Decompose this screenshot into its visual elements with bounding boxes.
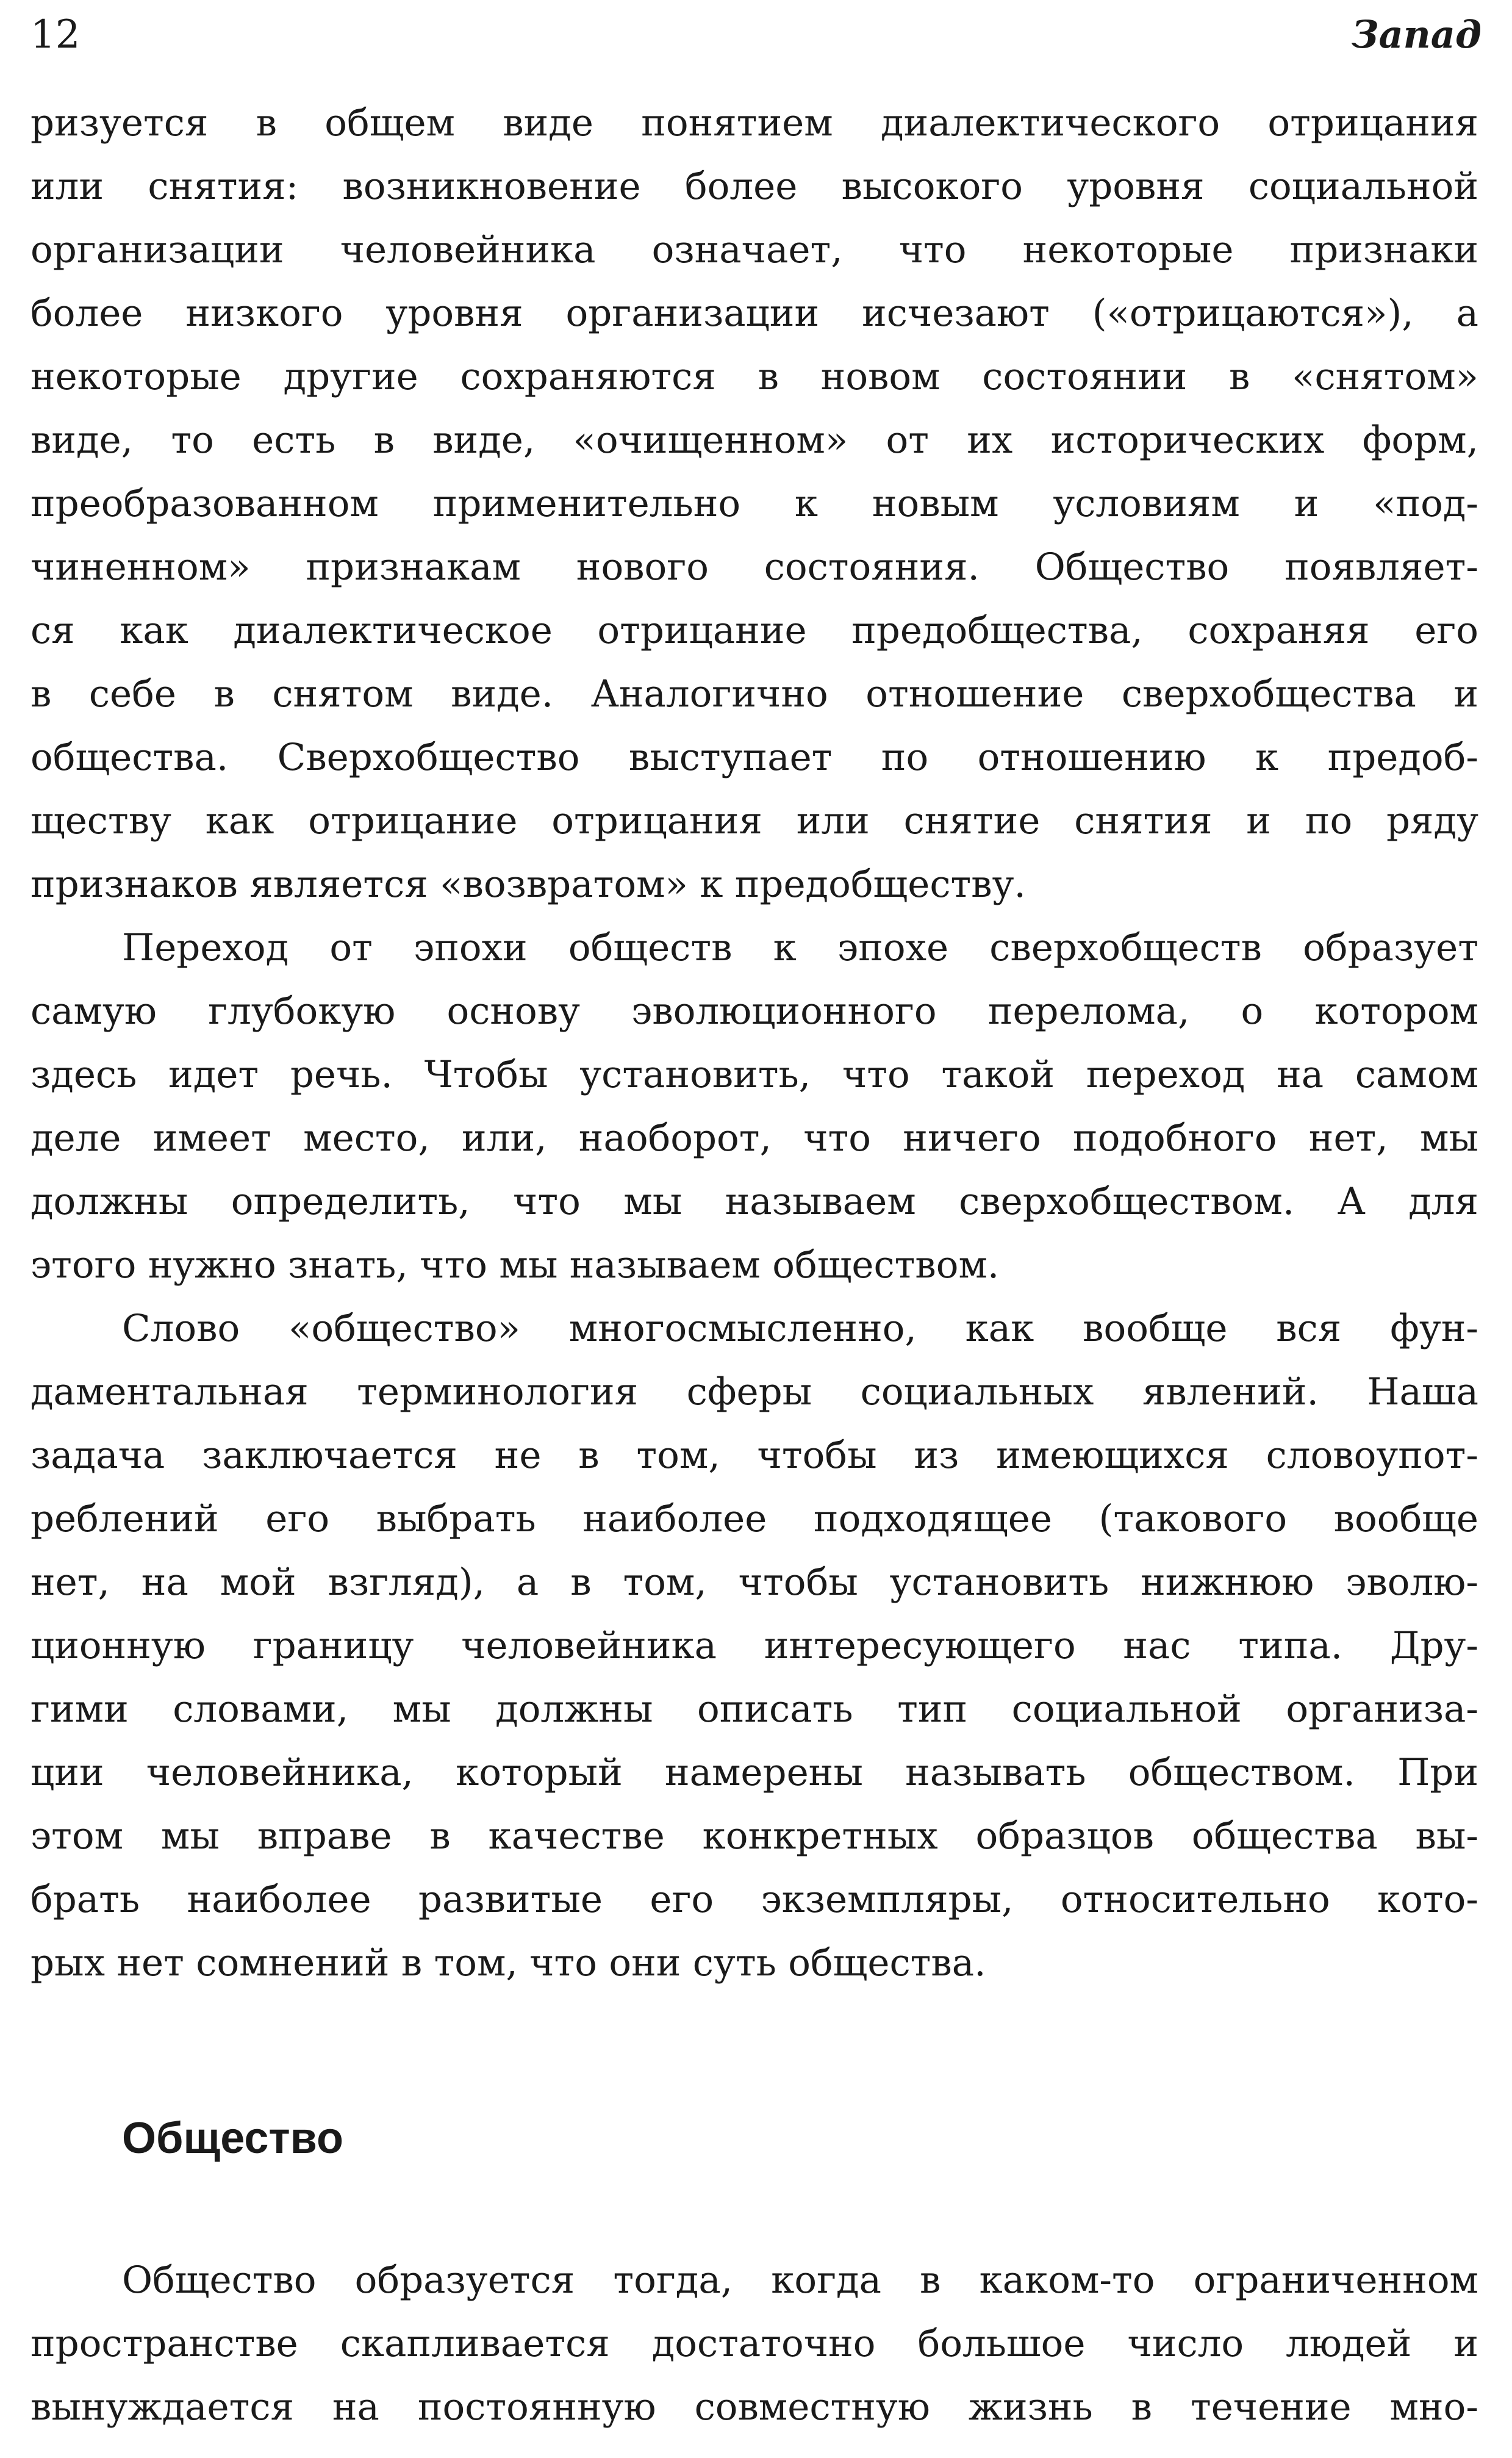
text-line: нет, на мой взгляд), а в том, чтобы установить нижнюю эволю- [30, 1561, 1478, 1604]
page-number: 12 [30, 12, 81, 57]
text-line: этого нужно знать, что мы называем обществом. [30, 1243, 1000, 1287]
paragraph-2 [30, 916, 1478, 1297]
text-line: вынуждается на постоянную совместную жизнь в течение мно- [30, 2385, 1478, 2429]
text-line: в себе в снятом виде. Аналогично отношение сверхобщества и [30, 672, 1478, 716]
text-line: преобразованном применительно к новым условиям и «под- [30, 482, 1478, 525]
text-line: виде, то есть в виде, «очищенном» от их исторических форм, [30, 419, 1478, 462]
text-line: чиненном» признакам нового состояния. Общество появляет- [30, 545, 1478, 589]
text-line: гими словами, мы должны описать тип социальной организа- [30, 1687, 1478, 1731]
text-line: деле имеет место, или, наоборот, что ничего подобного нет, мы [30, 1116, 1478, 1160]
text-line: самую глубокую основу эволюционного перелома, о котором [30, 990, 1478, 1033]
paragraph-1 [30, 92, 1478, 916]
text-line: более низкого уровня организации исчезают («отрицаются»), а [30, 292, 1478, 335]
text-line: здесь идет речь. Чтобы установить, что такой переход на самом [30, 1053, 1478, 1096]
text-line: реблений его выбрать наиболее подходящее (такового вообще [30, 1497, 1478, 1540]
paragraph-3 [30, 1297, 1478, 1995]
text-line: некоторые другие сохраняются в новом состоянии в «снятом» [30, 355, 1478, 398]
text-line: пространстве скапливается достаточно большое число людей и [30, 2322, 1478, 2365]
text-line: Общество образуется тогда, когда в каком-то ограниченном [122, 2259, 1478, 2302]
text-line: этом мы вправе в качестве конкретных образцов общества вы- [30, 1814, 1478, 1858]
text-line: должны определить, что мы называем сверхобществом. А для [30, 1180, 1478, 1223]
text-line: ризуется в общем виде понятием диалектического отрицания [30, 101, 1478, 145]
text-line: организации человейника означает, что некоторые признаки [30, 228, 1478, 271]
section-paragraph [30, 2249, 1478, 2439]
text-line: брать наиболее развитые его экземпляры, относительно кото- [30, 1878, 1478, 1921]
text-line: признаков является «возвратом» к предобществу. [30, 863, 1026, 906]
page-header [30, 7, 1482, 62]
text-line: ции человейника, который намерены называть обществом. При [30, 1751, 1478, 1794]
text-line: задача заключается не в том, чтобы из имеющихся словоупот- [30, 1434, 1478, 1477]
text-line: или снятия: возникновение более высокого уровня социальной [30, 165, 1478, 208]
running-title: Запад [1351, 12, 1482, 57]
text-line: ционную границу человейника интересующего нас типа. Дру- [30, 1624, 1478, 1667]
text-line: Слово «общество» многосмысленно, как вообще вся фун- [122, 1307, 1478, 1350]
text-line: ся как диалектическое отрицание предобщества, сохраняя его [30, 609, 1478, 652]
text-line: ществу как отрицание отрицания или снятие снятия и по ряду [30, 799, 1478, 843]
text-line: Переход от эпохи обществ к эпохе сверхобществ образует [122, 926, 1478, 969]
text-line: общества. Сверхобщество выступает по отношению к предоб- [30, 736, 1478, 779]
text-line: даментальная терминология сферы социальных явлений. Наша [30, 1370, 1478, 1414]
section-heading: Общество [122, 2114, 343, 2163]
text-line: рых нет сомнений в том, что они суть общества. [30, 1941, 986, 1985]
